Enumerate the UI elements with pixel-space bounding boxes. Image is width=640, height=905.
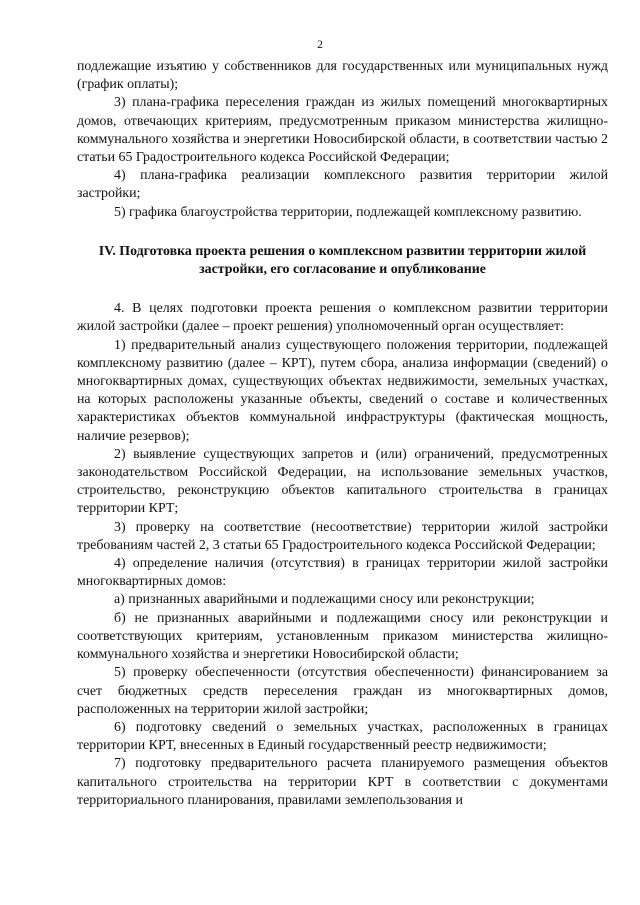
page-number: 2 xyxy=(317,39,323,51)
paragraph: 2) выявление существующих запретов и (или) ограничений, предусмотренных законодательством Российской Федерации, на использование земельных участков, строительство, реконструкцию объектов капитального строительства в границах территории КРТ; xyxy=(77,446,608,517)
paragraph: 5) проверку обеспеченности (отсутствия обеспеченности) финансированием за счет бюджетных средств переселения граждан из многоквартирных домов, расположенных на территории жилой застройки; xyxy=(77,665,608,717)
paragraph: 4) плана-графика реализации комплексного развития территории жилой застройки; xyxy=(77,168,608,202)
paragraph: б) не признанных аварийными и подлежащими сносу или реконструкции и соответствующих критериям, установленным приказом министерства жилищно-коммунального хозяйства и энергетики Новосибирской области; xyxy=(77,610,608,663)
paragraph: а) признанных аварийными и подлежащими сносу или реконструкции; xyxy=(114,592,535,608)
paragraph: 4) определение наличия (отсутствия) в границах территории жилой застройки многоквартирных домов: xyxy=(77,556,608,590)
paragraph: 4. В целях подготовки проекта решения о комплексном развитии территории жилой застройки (далее – проект решения) уполномоченный орган осуществляет: xyxy=(77,301,608,335)
paragraph: подлежащие изъятию у собственников для государственных или муниципальных нужд (график оплаты); xyxy=(77,59,608,93)
paragraph: 7) подготовку предварительного расчета планируемого размещения объектов капитального строительства на территории КРТ в соответствии с документами территориального планирования, правилами землепользования и xyxy=(77,756,608,808)
paragraph: 1) предварительный анализ существующего положения территории, подлежащей комплексному развитию (далее – КРТ), путем сбора, анализа информации (сведений) о многоквартирных домах, существующих объектах недвижимости, земельных участках, на которых расположены указанные объекты, сведений о составе и количественных характеристиках объектов коммунальной инфраструктуры (фактическая мощность, наличие резервов); xyxy=(77,337,608,444)
paragraphs-after-heading xyxy=(77,300,608,810)
paragraph: 3) плана-графика переселения граждан из жилых помещений многоквартирных домов, отвечающих критериям, предусмотренным приказом министерства жилищно-коммунального хозяйства и энергетики Новосибирской области, в соответствии частью 2 статьи 65 Градостроительного кодекса Российской Федерации; xyxy=(77,95,608,166)
paragraph: 5) графика благоустройства территории, подлежащей комплексному развитию. xyxy=(114,204,582,220)
paragraphs-before-heading xyxy=(77,58,608,222)
section-heading: IV. Подготовка проекта решения о комплексном развитии территории жилой застройки, его согласование и опубликование xyxy=(98,243,587,278)
document-body xyxy=(77,58,608,810)
paragraph: 6) подготовку сведений о земельных участках, расположенных в границах территории КРТ, внесенных в Единый государственный реестр недвижимости; xyxy=(77,719,608,754)
paragraph: 3) проверку на соответствие (несоответствие) территории жилой застройки требованиям частей 2, 3 статьи 65 Градостроительного кодекса Российской Федерации; xyxy=(77,519,608,553)
